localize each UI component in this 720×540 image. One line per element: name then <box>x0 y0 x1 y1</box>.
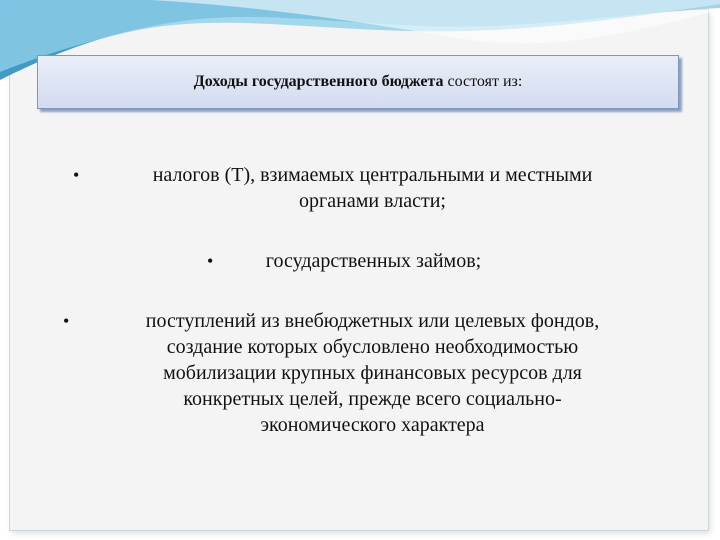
bullet-item-taxes <box>100 162 645 214</box>
bullet-line: мобилизации крупных финансовых ресурсов для <box>163 362 582 384</box>
bullet-line: органами власти; <box>299 190 446 212</box>
bullet-line: экономического характера <box>260 414 485 436</box>
bullet-line: налогов (Т), взимаемых центральными и местными <box>152 164 593 186</box>
bullet-line: государственных займов; <box>265 250 482 272</box>
title-box <box>37 55 679 109</box>
bullet-line: конкретных целей, прежде всего социально- <box>183 388 562 410</box>
bullet-item-funds <box>90 308 655 438</box>
bullet-line: создание которых обусловлено необходимостью <box>166 336 579 358</box>
bullet-dot: • <box>63 311 70 331</box>
bullet-item-loans <box>236 248 511 274</box>
bullet-dot: • <box>207 251 214 271</box>
bullet-dot: • <box>73 165 80 185</box>
title-bold: Доходы государственного бюджета <box>193 73 444 90</box>
title-normal: состоят из: <box>447 73 523 90</box>
bullet-line: поступлений из внебюджетных или целевых фондов, <box>145 310 600 332</box>
